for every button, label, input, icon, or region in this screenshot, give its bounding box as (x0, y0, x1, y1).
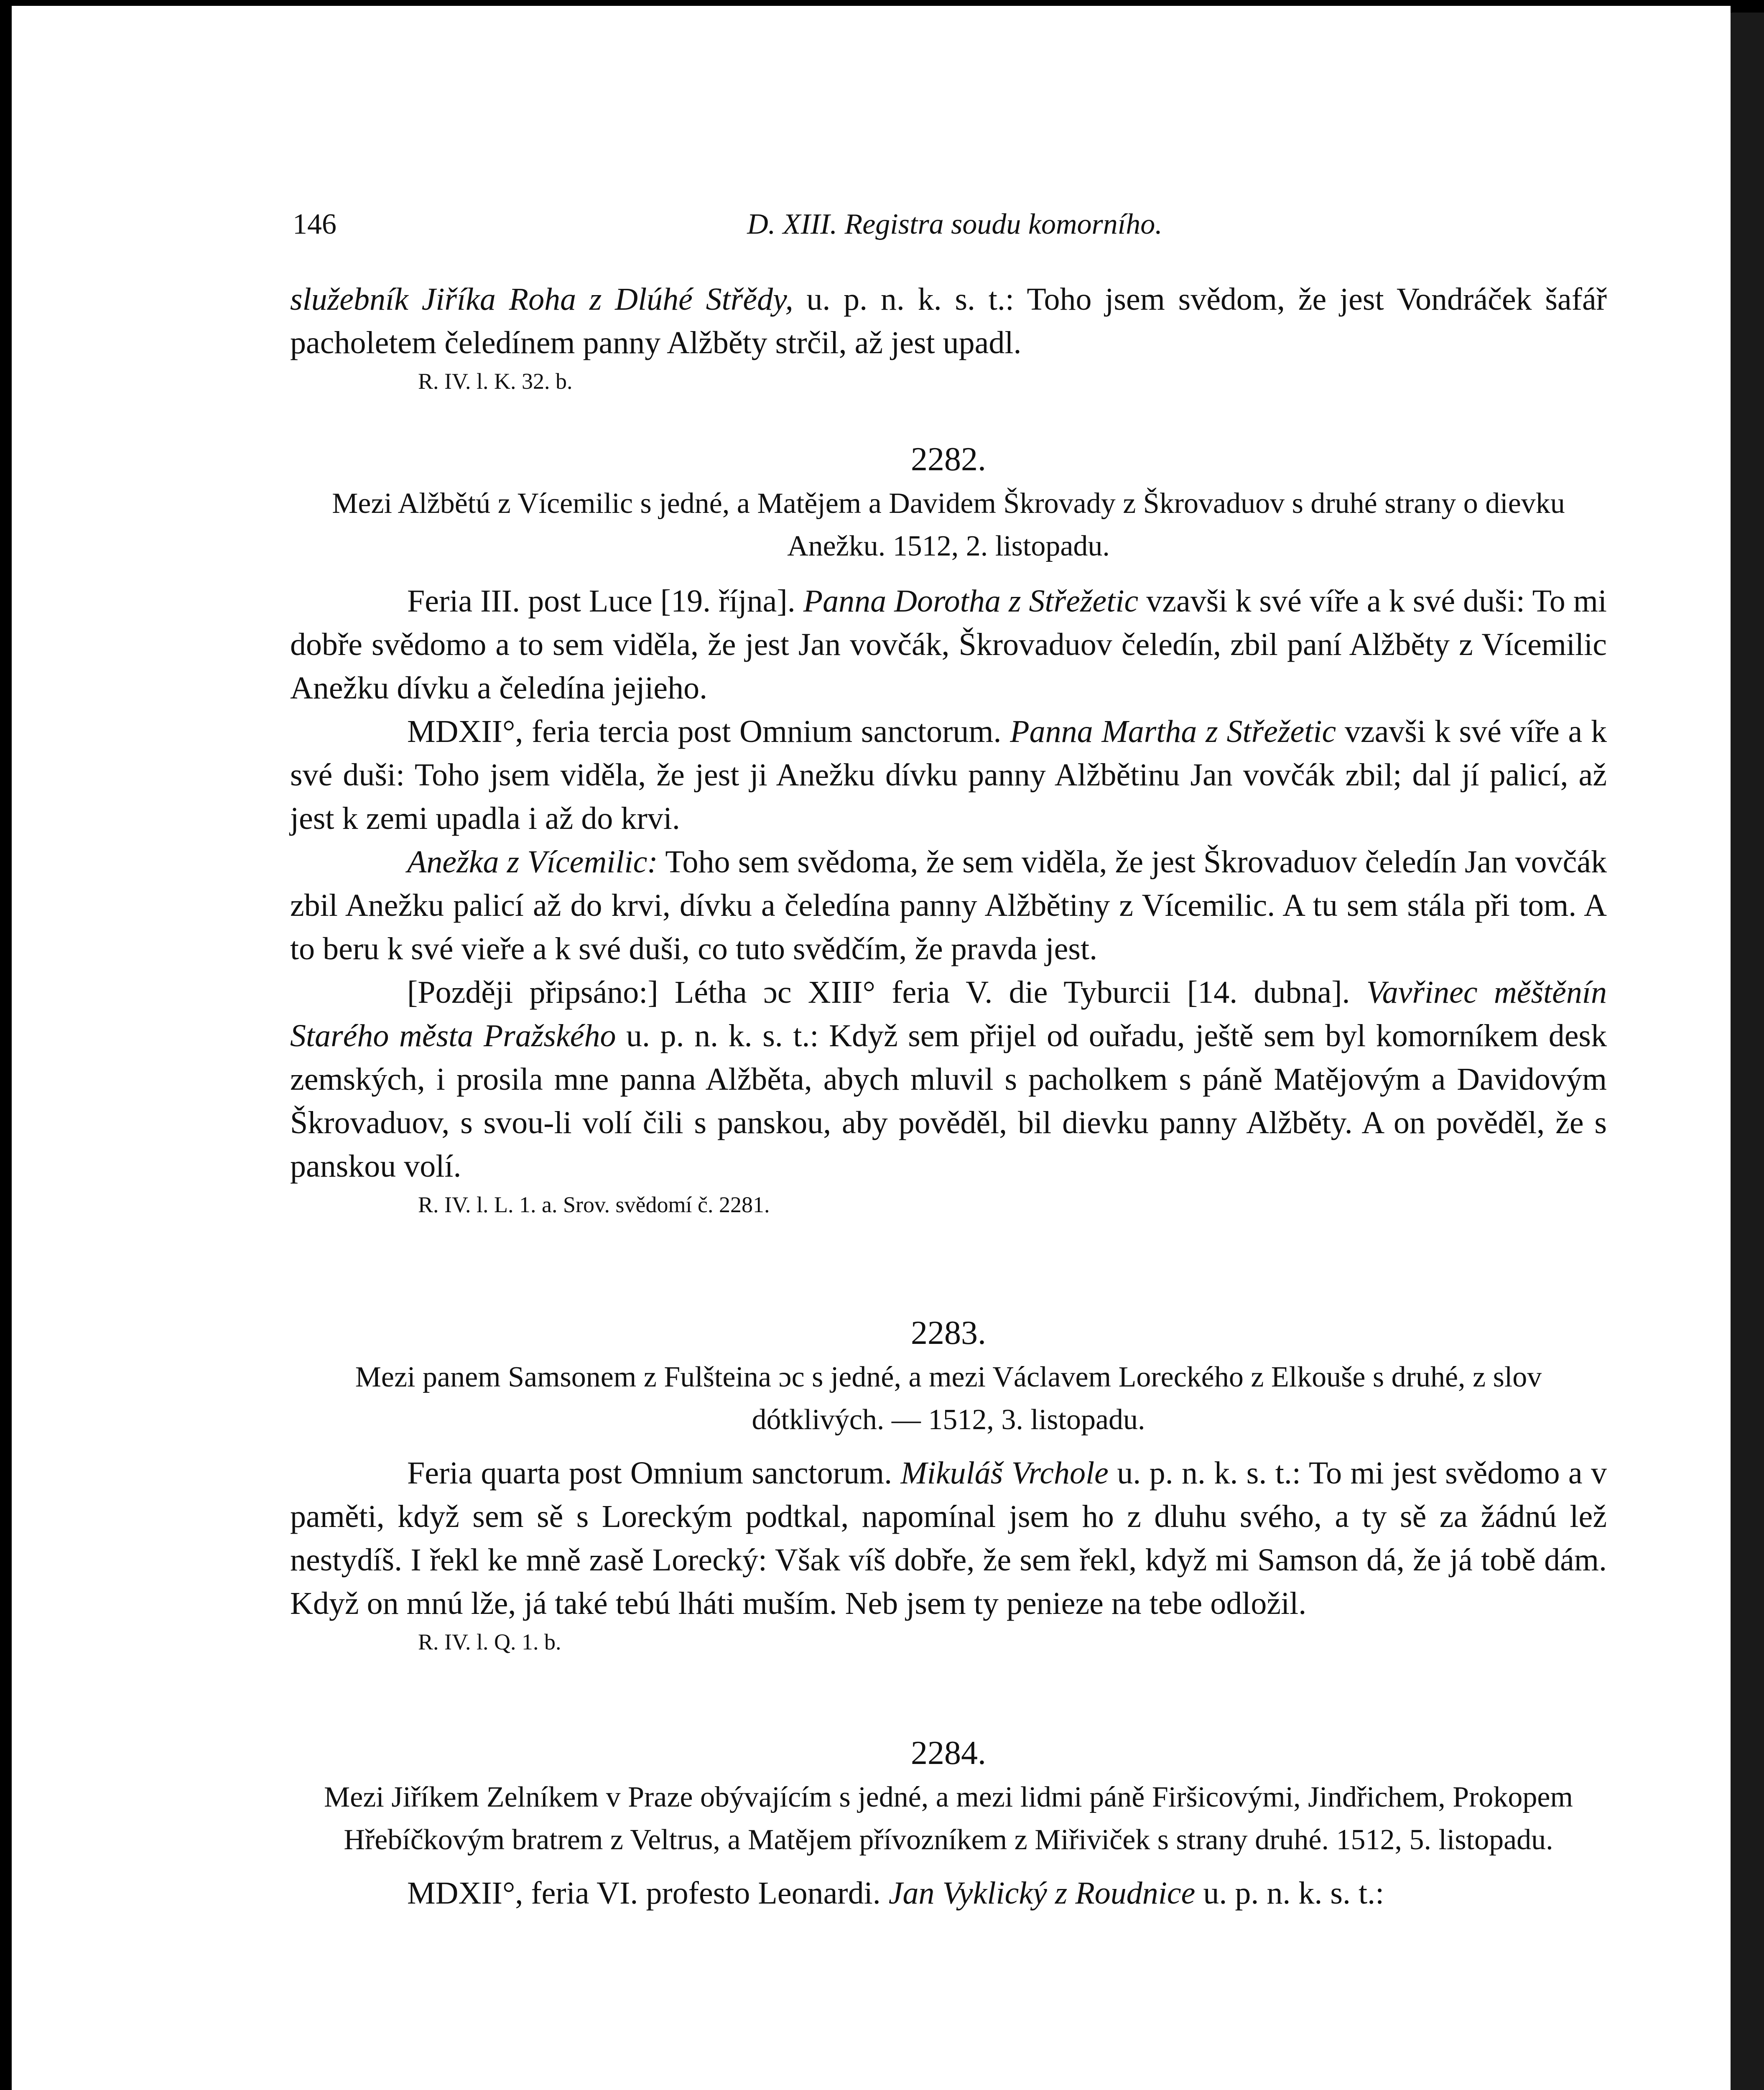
testimony-date: [Později připsáno:] Létha ɔc XIII° feria V. die Tyburcii [14. dubna]. (407, 975, 1366, 1010)
witness-name: Anežka z Vícemilic: (407, 844, 658, 879)
carryover-reference: R. IV. l. K. 32. b. (418, 369, 573, 394)
carryover-paragraph (290, 278, 1607, 364)
testimony-paragraph (290, 579, 1607, 710)
carryover-witness: služebník Jiříka Roha z Dlúhé Střědy, (290, 282, 793, 317)
entry-2284 (290, 1730, 1607, 1915)
testimony-text: vzavši k své víře a k své duši: To mi dobře svědomo a to sem viděla, že jest Jan vovčák, Škrovaduov čeledín, zbil paní Alžběty z Vícemilic Anežku dívku a čeledína jejieho. (290, 584, 1607, 706)
carryover-block (290, 278, 1607, 398)
testimony-paragraph (290, 1871, 1607, 1915)
witness-name: Vavřinec měštěnín Starého města Pražského (290, 975, 1607, 1053)
entry-2283 (290, 1310, 1607, 1659)
testimony-date: MDXII°, feria VI. profesto Leonardi. (407, 1876, 889, 1911)
entry-summary: Mezi Jiříkem Zelníkem v Praze obývajícím s jedné, a mezi lidmi páně Firšicovými, Jindřichem, Prokopem Hřebíčkovým bratrem z Veltrus, a Matějem přívozníkem z Miřiviček s strany druhé. 1512, 5. listopadu. (324, 1781, 1573, 1856)
testimony-text: u. p. n. k. s. t.: Když sem přijel od ouřadu, ještě sem byl komorníkem desk zemských, i prosila mne panna Alžběta, abych mluvil s pacholkem s páně Matějovým a Davidovým Škrovaduov, s svou-li volí čili s panskou, aby pověděl, bil dievku panny Alžběty. A on pověděl, že s panskou volí. (290, 1018, 1607, 1184)
testimony-text: u. p. n. k. s. t.: (1195, 1876, 1384, 1911)
witness-name: Panna Martha z Střežetic (1010, 714, 1336, 749)
entry-number: 2282. (911, 441, 986, 478)
book-page (12, 6, 1731, 2090)
testimony-paragraph (290, 840, 1607, 971)
testimony-text: Toho sem svědoma, že sem viděla, že jest Škrovaduov čeledín Jan vovčák zbil Anežku palicí až do krvi, dívku a čeledína panny Alžbětiny z Vícemilic. A tu sem stála při tom. A to beru k své vieře a k své duši, co tuto svědčím, že pravda jest. (290, 844, 1607, 966)
witness-name: Panna Dorotha z Střežetic (803, 584, 1139, 619)
entry-2282 (290, 436, 1607, 1221)
entry-summary: Mezi panem Samsonem z Fulšteina ɔc s jedné, a mezi Václavem Loreckého z Elkouše s druhé, z slov dótklivých. — 1512, 3. listopadu. (355, 1361, 1542, 1436)
running-title: D. XIII. Registra soudu komorního. (747, 208, 1162, 240)
testimony-date: Feria III. post Luce [19. října]. (407, 584, 803, 619)
testimony-date: MDXII°, feria tercia post Omnium sanctorum. (407, 714, 1010, 749)
entry-reference: R. IV. l. Q. 1. b. (418, 1629, 561, 1654)
running-header (290, 201, 1607, 247)
page-number: 146 (293, 208, 336, 240)
testimony-text: vzavši k své víře a k své duši: Toho jsem viděla, že jest ji Anežku dívku panny Alžbětinu Jan vovčák zbil; dal jí palicí, až jest k zemi upadla i až do krvi. (290, 714, 1607, 836)
entry-reference: R. IV. l. L. 1. a. Srov. svědomí č. 2281. (418, 1192, 770, 1217)
entry-number: 2284. (911, 1735, 986, 1771)
testimony-paragraph (290, 971, 1607, 1188)
entry-number: 2283. (911, 1315, 986, 1351)
testimony-paragraph (290, 710, 1607, 840)
testimony-paragraph (290, 1451, 1607, 1625)
page-edge-shadow (1731, 13, 1764, 2090)
witness-name: Jan Vyklický z Roudnice (888, 1876, 1196, 1911)
carryover-text: u. p. n. k. s. t.: Toho jsem svědom, že jest Vondráček šafář pacholetem čeledínem panny Alžběty strčil, až jest upadl. (290, 282, 1607, 360)
testimony-text: u. p. n. k. s. t.: To mi jest svědomo a v paměti, když sem sě s Loreckým podtkal, napomínal jsem ho z dluhu svého, a ty sě za žádnú lež nestydíš. I řekl ke mně zasě Lorecký: Však víš dobře, že sem řekl, když mi Samson dá, že já tobě dám. Když on mnú lže, já také tebú lháti muším. Neb jsem ty penieze na tebe odložil. (290, 1455, 1607, 1621)
entry-summary: Mezi Alžbětú z Vícemilic s jedné, a Matějem a Davidem Škrovady z Škrovaduov s druhé strany o dievku Anežku. 1512, 2. listopadu. (332, 487, 1565, 562)
witness-name: Mikuláš Vrchole (900, 1455, 1109, 1491)
testimony-date: Feria quarta post Omnium sanctorum. (407, 1455, 901, 1491)
